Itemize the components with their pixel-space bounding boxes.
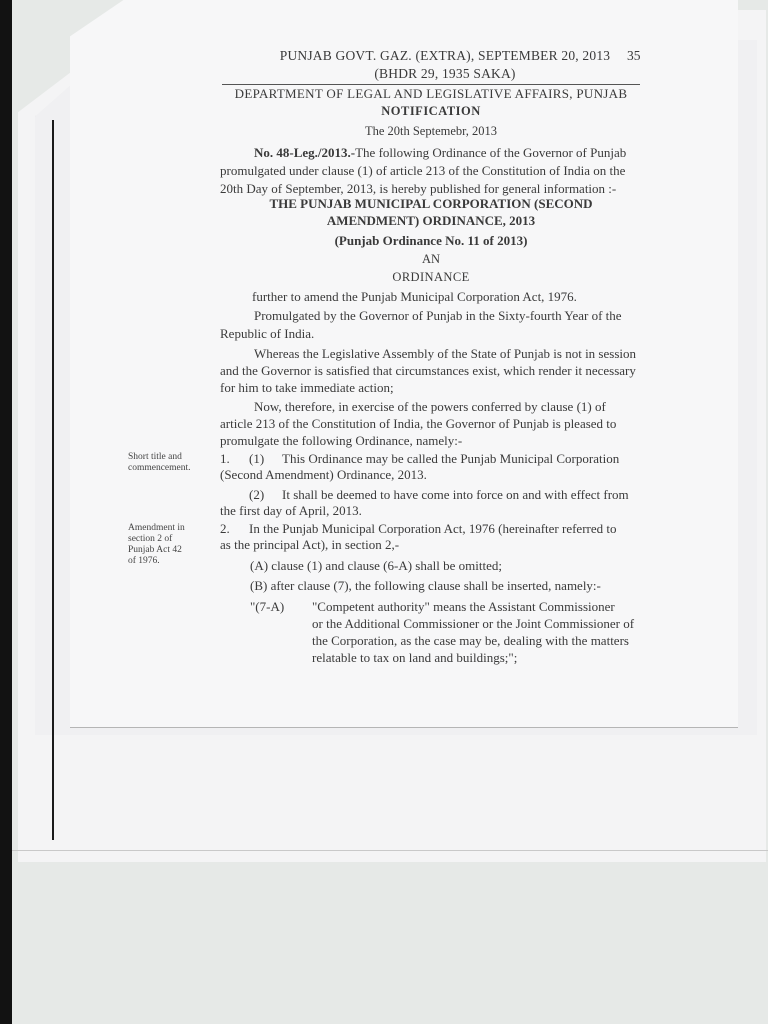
- section-1-number: 1.: [220, 451, 230, 466]
- margin-note-1: Short title and commencement.: [128, 452, 191, 473]
- department-title: DEPARTMENT OF LEGAL AND LEGISLATIVE AFFAIRS, PUNJAB: [234, 86, 628, 101]
- preamble-line-1: No. 48-Leg./2013.-The following Ordinance of the Governor of Punjab: [254, 145, 627, 160]
- ordinance-title-1: THE PUNJAB MUNICIPAL CORPORATION (SECOND: [269, 196, 593, 211]
- inserted-clause-line-2: or the Additional Commissioner or the Joint Commissioner of: [312, 616, 635, 631]
- promulgated-line-2: Republic of India.: [220, 326, 315, 341]
- section-1-sub-1: (1): [249, 451, 265, 466]
- now-line-1: Now, therefore, in exercise of the powers conferred by clause (1) of: [254, 399, 606, 414]
- preamble-line-3: 20th Day of September, 2013, is hereby published for general information :-: [220, 181, 617, 196]
- date-line: The 20th Septemebr, 2013: [364, 124, 498, 138]
- gazette-header: PUNJAB GOVT. GAZ. (EXTRA), SEPTEMBER 20, 2013: [279, 48, 611, 63]
- ordinance-title-2: AMENDMENT) ORDINANCE, 2013: [326, 213, 536, 228]
- notification-number: No. 48-Leg./2013.-: [254, 145, 356, 160]
- section-2-line-1: In the Punjab Municipal Corporation Act, 1976 (hereinafter referred to: [249, 521, 617, 536]
- inserted-clause-line-4: relatable to tax on land and buildings;";: [312, 650, 518, 665]
- clause-a: (A) clause (1) and clause (6-A) shall be omitted;: [250, 558, 502, 573]
- preamble-line-2: promulgated under clause (1) of article 213 of the Constitution of India on the: [220, 163, 626, 178]
- section-2-number: 2.: [220, 521, 230, 536]
- section-1-line-4: the first day of April, 2013.: [220, 503, 362, 518]
- inserted-clause-line-1: "Competent authority" means the Assistant Commissioner: [312, 599, 615, 614]
- header-rule: [222, 84, 640, 85]
- ordinance-label: ORDINANCE: [392, 270, 470, 284]
- page-number: 35: [627, 48, 641, 63]
- ordinance-subtitle: (Punjab Ordinance No. 11 of 2013): [334, 233, 528, 248]
- now-line-2: article 213 of the Constitution of India, the Governor of Punjab is pleased to: [220, 416, 617, 431]
- now-line-3: promulgate the following Ordinance, namely:-: [220, 433, 463, 448]
- whereas-line-1: Whereas the Legislative Assembly of the State of Punjab is not in session: [254, 346, 636, 361]
- section-2-line-2: as the principal Act), in section 2,-: [220, 537, 400, 552]
- section-1-line-1: This Ordinance may be called the Punjab Municipal Corporation: [282, 451, 620, 466]
- whereas-line-3: for him to take immediate action;: [220, 380, 394, 395]
- notification-heading: NOTIFICATION: [381, 104, 481, 118]
- section-1-line-3: It shall be deemed to have come into force on and with effect from: [282, 487, 629, 502]
- promulgated-line-1: Promulgated by the Governor of Punjab in the Sixty-fourth Year of the: [254, 308, 622, 323]
- section-1-sub-2: (2): [249, 487, 265, 502]
- an-label: AN: [421, 252, 441, 266]
- purpose-line: further to amend the Punjab Municipal Corporation Act, 1976.: [252, 289, 577, 304]
- margin-note-2: Amendment in section 2 of Punjab Act 42 of 1976.: [128, 523, 185, 566]
- section-1-line-2: (Second Amendment) Ordinance, 2013.: [220, 467, 427, 482]
- whereas-line-2: and the Governor is satisfied that circumstances exist, which render it necessary: [220, 363, 636, 378]
- clause-b: (B) after clause (7), the following clause shall be inserted, namely:-: [250, 578, 601, 593]
- gazette-subheader: (BHDR 29, 1935 SAKA): [374, 66, 516, 81]
- inserted-clause-line-3: the Corporation, as the case may be, dealing with the matters: [312, 633, 629, 648]
- inserted-clause-label: "(7-A): [250, 599, 285, 614]
